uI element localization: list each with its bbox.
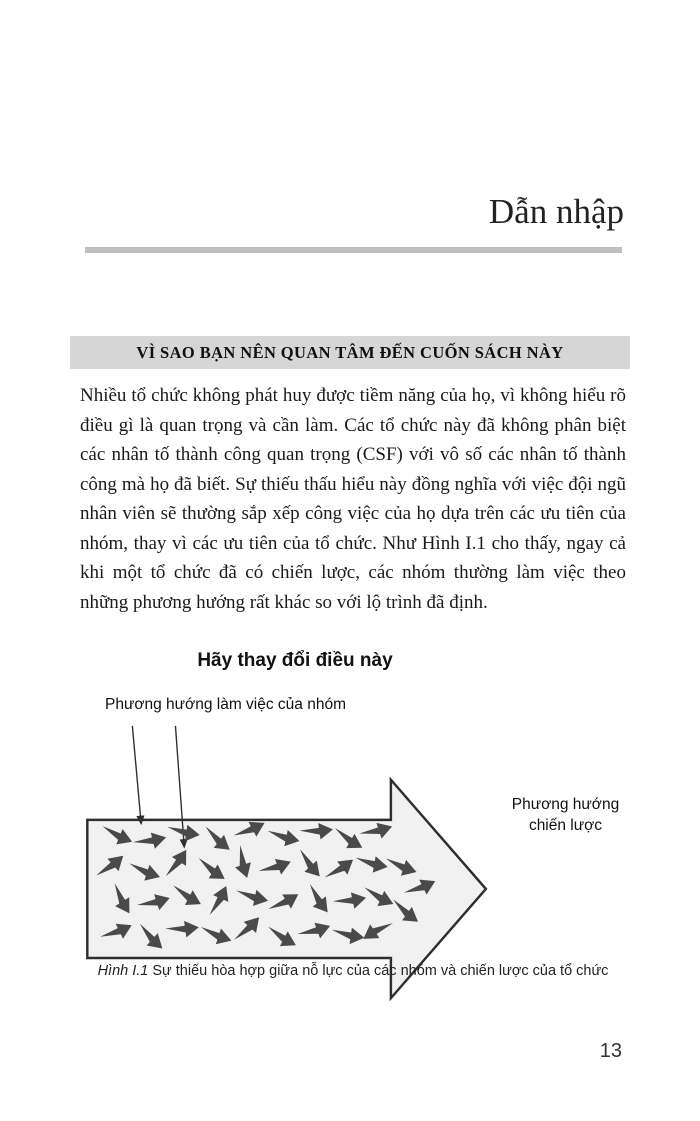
- chapter-title: Dẫn nhập: [488, 192, 624, 231]
- figure-caption-label: Hình I.1: [97, 963, 149, 979]
- figure-title: Hãy thay đổi điều này: [197, 650, 393, 671]
- page-number: 13: [599, 1040, 622, 1062]
- section-heading: VÌ SAO BẠN NÊN QUAN TÂM ĐẾN CUỐN SÁCH NÀY: [70, 336, 630, 369]
- team-direction-label: Phương hướng làm việc của nhóm: [105, 696, 346, 713]
- figure-caption: [80, 963, 626, 979]
- figure-arrow-svg: [85, 720, 497, 1004]
- body-paragraph: Nhiều tổ chức không phát huy được tiềm năng của họ, vì không hiểu rõ điều gì là quan trọng và cần làm. Các tổ chức này đã không phân biệt các nhân tố thành công quan trọng (CSF) với vô số các nhân tố thành công mà họ đã biết. Sự thiếu thấu hiểu này đồng nghĩa với việc đội ngũ nhân viên sẽ thường sắp xếp công việc của họ dựa trên các ưu tiên của nhóm, thay vì các ưu tiên của tổ chức. Như Hình I.1 cho thấy, ngay cả khi một tổ chức đã có chiến lược, các nhóm thường làm việc theo những phương hướng rất khác so với lộ trình đã định.: [80, 385, 626, 613]
- strategy-direction-label: Phương hướng chiến lược: [511, 796, 620, 834]
- pointer-line: [132, 726, 141, 824]
- figure: [85, 696, 630, 1001]
- title-rule: [85, 247, 622, 253]
- figure-caption-text: Sự thiếu hòa hợp giữa nỗ lực của các nhóm và chiến lược của tổ chức: [148, 963, 609, 979]
